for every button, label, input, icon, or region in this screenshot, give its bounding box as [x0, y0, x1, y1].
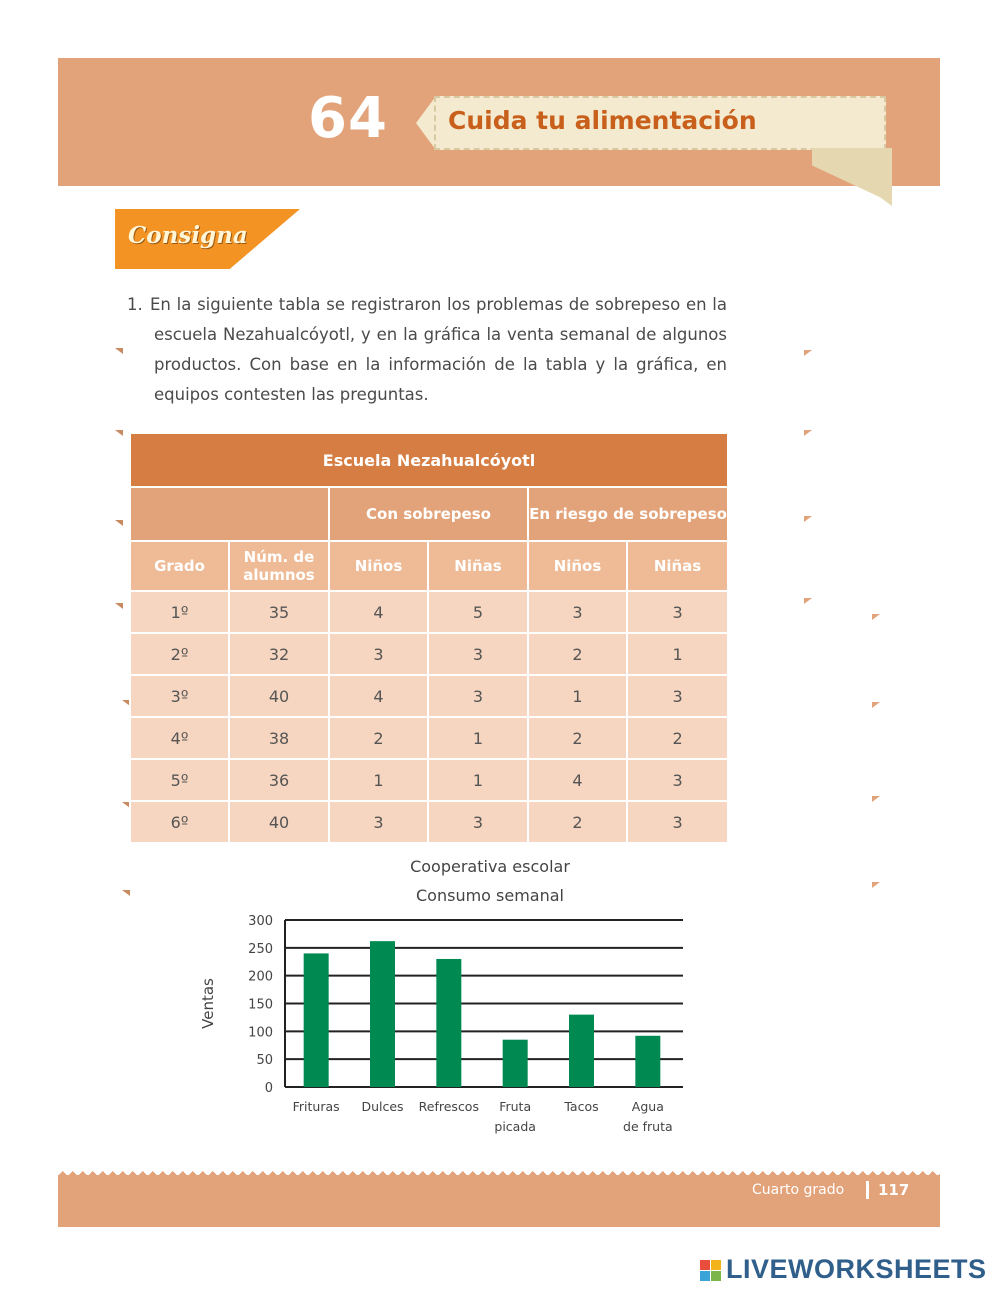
table-cell: 4º	[130, 717, 229, 759]
table-cell: 1	[329, 759, 428, 801]
table-cell: 3	[428, 801, 528, 843]
margin-mark	[115, 603, 123, 609]
instruction-number: 1.	[127, 295, 143, 314]
margin-mark	[804, 516, 812, 522]
margin-mark	[115, 348, 123, 354]
table-cell: 40	[229, 675, 329, 717]
x-tick-label: picada	[494, 1119, 536, 1134]
bar	[635, 1036, 660, 1087]
y-tick-label: 250	[248, 941, 273, 957]
table-row	[130, 675, 728, 717]
table-cell: 5º	[130, 759, 229, 801]
table-cell: 4	[329, 675, 428, 717]
instructions	[127, 290, 727, 410]
chart-subtitle: Consumo semanal	[416, 886, 564, 905]
table-cell: 2º	[130, 633, 229, 675]
header-zigzag-edge	[58, 176, 940, 186]
table-cell: 3	[627, 759, 728, 801]
column-header: Niños	[329, 541, 428, 591]
table-cell: 3	[329, 801, 428, 843]
x-tick-label: de fruta	[623, 1119, 673, 1134]
margin-mark	[804, 598, 812, 604]
y-axis-label: Ventas	[199, 978, 217, 1029]
margin-mark	[122, 890, 130, 896]
liveworksheets-wordmark: LIVEWORKSHEETS	[726, 1254, 987, 1284]
x-tick-label: Refrescos	[418, 1099, 479, 1114]
table-cell: 2	[329, 717, 428, 759]
x-tick-label: Tacos	[564, 1099, 599, 1114]
group-header-at-risk: En riesgo de sobrepeso	[528, 487, 728, 541]
table-cell: 1	[627, 633, 728, 675]
bar	[304, 953, 329, 1087]
margin-mark	[872, 796, 880, 802]
group-header-empty	[130, 487, 329, 541]
table-cell: 3	[428, 675, 528, 717]
table-cell: 6º	[130, 801, 229, 843]
table-cell: 3º	[130, 675, 229, 717]
margin-mark	[872, 702, 880, 708]
page-number: 117	[878, 1181, 910, 1199]
table-cell: 2	[528, 801, 627, 843]
column-header: Niñas	[627, 541, 728, 591]
instruction-text: En la siguiente tabla se registraron los problemas de sobrepeso en la escuela Nezahualcóyotl, y en la gráfica la venta semanal de algunos productos. Con base en la información de la tabla y la gráfica, en equipos contesten las preguntas.	[150, 295, 727, 404]
table-cell: 2	[528, 633, 627, 675]
overweight-table	[129, 432, 729, 844]
margin-mark	[872, 882, 880, 888]
column-header: Grado	[130, 541, 229, 591]
table-cell: 32	[229, 633, 329, 675]
table-row	[130, 759, 728, 801]
y-tick-label: 200	[248, 969, 273, 985]
table-cell: 4	[528, 759, 627, 801]
table-row	[130, 801, 728, 843]
consigna-label: Consigna	[128, 222, 248, 249]
table-title: Escuela Nezahualcóyotl	[130, 433, 728, 487]
table-cell: 3	[627, 801, 728, 843]
table-cell: 1	[528, 675, 627, 717]
margin-mark	[115, 520, 123, 526]
group-header-overweight: Con sobrepeso	[329, 487, 528, 541]
lesson-number: 64	[308, 86, 388, 151]
column-header: Niñas	[428, 541, 528, 591]
liveworksheets-logo-icon	[700, 1260, 724, 1282]
y-tick-label: 150	[248, 997, 273, 1013]
margin-mark	[115, 430, 123, 436]
table-cell: 2	[528, 717, 627, 759]
y-tick-label: 0	[264, 1081, 273, 1096]
title-banner-notch	[416, 96, 436, 150]
bar	[503, 1040, 528, 1087]
x-tick-label: Agua	[631, 1099, 664, 1114]
column-header: Niños	[528, 541, 627, 591]
sales-bar-chart	[180, 905, 720, 1140]
margin-mark	[804, 430, 812, 436]
y-tick-label: 50	[256, 1053, 273, 1069]
table-cell: 3	[528, 591, 627, 633]
footer-separator	[866, 1181, 869, 1199]
table-cell: 4	[329, 591, 428, 633]
table-cell: 1º	[130, 591, 229, 633]
x-tick-label: Dulces	[361, 1099, 404, 1114]
footer-grade: Cuarto grado	[752, 1182, 845, 1198]
table-cell: 5	[428, 591, 528, 633]
table-cell: 35	[229, 591, 329, 633]
table-cell: 40	[229, 801, 329, 843]
table-cell: 3	[627, 675, 728, 717]
table-cell: 1	[428, 717, 528, 759]
chart-title: Cooperativa escolar	[410, 857, 570, 876]
table-cell: 3	[428, 633, 528, 675]
column-header: Núm. de alumnos	[229, 541, 329, 591]
table-row	[130, 717, 728, 759]
y-tick-label: 100	[248, 1025, 273, 1041]
lesson-title: Cuida tu alimentación	[448, 106, 757, 135]
bar	[569, 1015, 594, 1087]
table-cell: 36	[229, 759, 329, 801]
table-cell: 3	[329, 633, 428, 675]
table-cell: 38	[229, 717, 329, 759]
table-row	[130, 633, 728, 675]
bar	[436, 959, 461, 1087]
table-cell: 2	[627, 717, 728, 759]
margin-mark	[804, 350, 812, 356]
bar	[370, 941, 395, 1087]
x-tick-label: Fruta	[499, 1099, 532, 1114]
margin-mark	[872, 614, 880, 620]
table-cell: 3	[627, 591, 728, 633]
table-row	[130, 591, 728, 633]
y-tick-label: 300	[248, 914, 273, 929]
table-cell: 1	[428, 759, 528, 801]
x-tick-label: Frituras	[292, 1099, 340, 1114]
